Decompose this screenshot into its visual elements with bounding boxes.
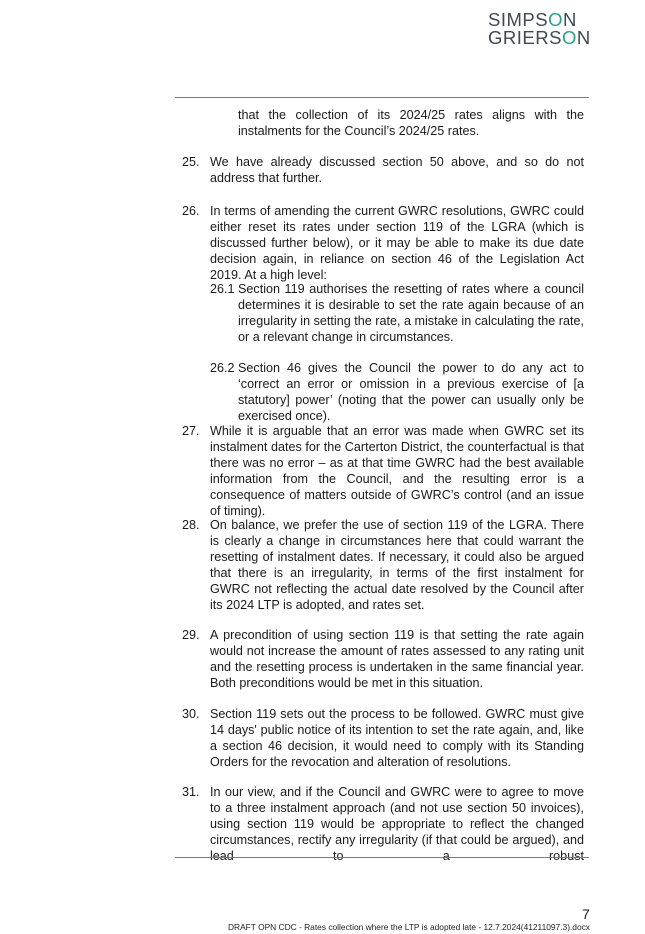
subparagraph-text: Section 46 gives the Council the power to do any act to ‘correct an error or omission in a previous exercise of [a statutory] power’ (noting that the power can usually only be exercised once).: [238, 361, 584, 423]
header-divider: [175, 97, 589, 98]
paragraph-text: While it is arguable that an error was made when GWRC set its instalment dates for the Carterton District, the counterfactual is that there was no error – as at that time GWRC had the best available information from the Council, and the resulting error is a consequence of matters outside of GWRC’s control (and an issue of timing).: [210, 424, 584, 518]
document-reference: DRAFT OPN CDC - Rates collection where the LTP is adopted late - 12.7.2024(41211097.3).docx: [227, 922, 590, 932]
subparagraph-number: 26.2: [210, 361, 235, 375]
logo-accent-o: O: [548, 9, 563, 30]
paragraph-text: A precondition of using section 119 is that setting the rate again would not increase the amount of rates assessed to any rating unit and the resetting process is undertaken in the same financial year. Both preconditions would be met in this situation.: [210, 628, 584, 690]
paragraph-text: Section 119 sets out the process to be followed. GWRC must give 14 days' public notice of its intention to set the rate again, and, like a section 46 decision, it would need to comply with its Standing Orders for the revocation and alteration of resolutions.: [210, 707, 584, 769]
paragraph-text: In our view, and if the Council and GWRC were to agree to move to a three instalment approach (and not use section 50 invoices), using section 119 would be appropriate to reflect the changed circumstances, rectify any irregularity (if that could be argued), and lead to a robust: [210, 785, 584, 863]
logo-text-grierson-a: GRIERS: [488, 27, 562, 48]
paragraph-number: 28.: [182, 518, 200, 532]
paragraph-text: In terms of amending the current GWRC resolutions, GWRC could either reset its rates under section 119 of the LGRA (which is discussed further below), or it may be able to make its due date decision again, in reliance on section 46 of the Legislation Act 2019. At a high level:: [210, 204, 584, 282]
paragraph-number: 26.: [182, 204, 200, 218]
paragraph-text: We have already discussed section 50 above, and so do not address that further.: [210, 155, 584, 185]
logo-text-simpson-b: N: [562, 9, 577, 30]
page-number: 7: [582, 906, 590, 922]
firm-logo: [488, 9, 591, 48]
logo-accent-o: O: [561, 27, 577, 48]
paragraph-number: 31.: [182, 785, 200, 799]
subparagraph-text: Section 119 authorises the resetting of rates where a council determines it is desirable to set the rate again because of an irregularity in setting the rate, a mistake in calculating the rate, or a relevant change in circumstances.: [238, 282, 584, 344]
continuation-text: that the collection of its 2024/25 rates aligns with the instalments for the Council’s 2024/25 rates.: [238, 108, 584, 138]
paragraph-number: 29.: [182, 628, 200, 642]
paragraph-number: 25.: [182, 155, 200, 169]
logo-text-grierson-b: N: [576, 27, 591, 48]
logo-text-simpson-a: SIMPS: [488, 9, 549, 30]
footer-divider: [175, 857, 589, 858]
paragraph-text: On balance, we prefer the use of section 119 of the LGRA. There is clearly a change in circumstances here that could warrant the resetting of instalment dates. If necessary, it could also be argued that there is an irregularity, in terms of the first instalment for GWRC not reflecting the actual date resolved by the Council after its 2024 LTP is adopted, and rates set.: [210, 518, 584, 612]
subparagraph-number: 26.1: [210, 282, 235, 296]
paragraph-number: 30.: [182, 707, 200, 721]
paragraph-number: 27.: [182, 424, 200, 438]
